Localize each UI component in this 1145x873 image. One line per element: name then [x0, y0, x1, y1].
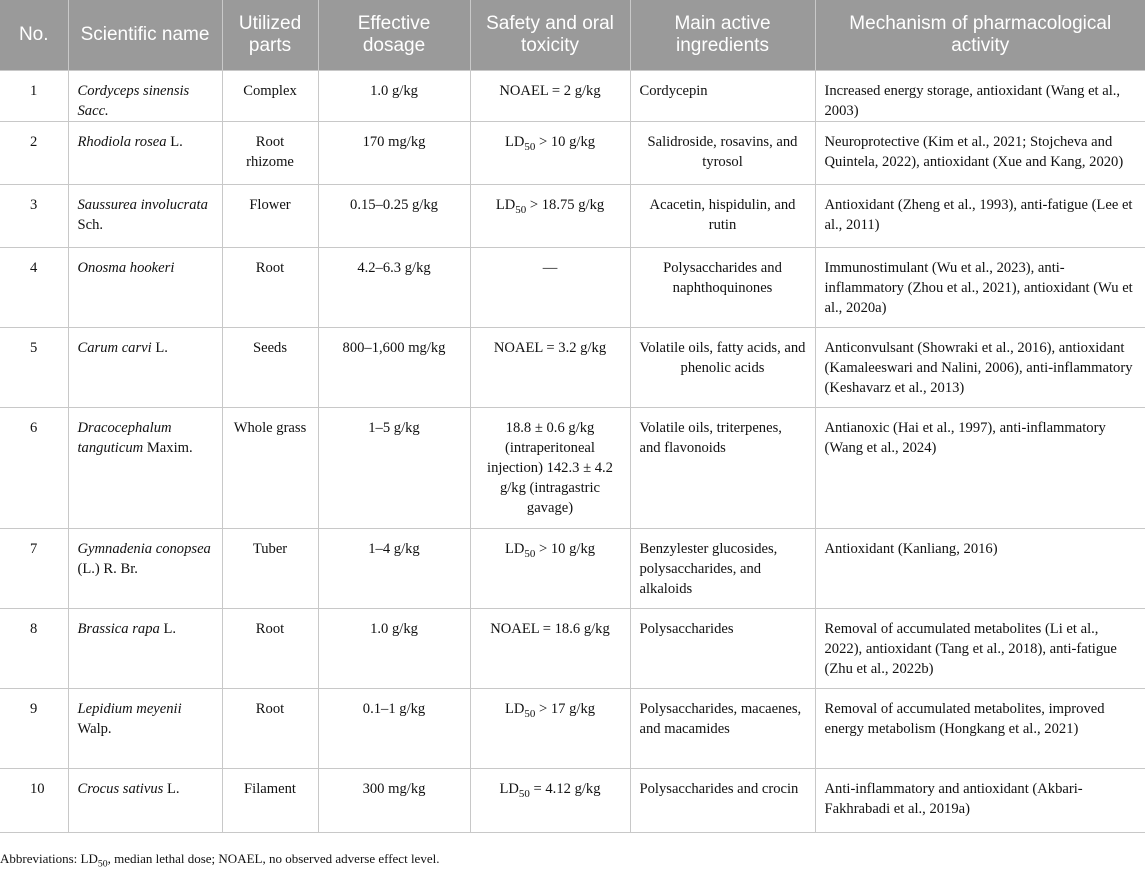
- table-row: [0, 408, 1145, 529]
- toxicity-post: > 10 g/kg: [535, 134, 596, 150]
- toxicity-pre: LD: [499, 781, 519, 797]
- toxicity-pre: LD: [504, 134, 525, 150]
- toxicity-pre: LD: [504, 701, 525, 717]
- cell-scientific-name: [68, 328, 222, 408]
- cell-mechanism: Removal of accumulated metabolites (Li et al., 2022), antioxidant (Tang et al., 2018), anti-fatigue (Zhu et al., 2022b): [815, 609, 1145, 689]
- cell-scientific-name: [68, 529, 222, 609]
- cell-utilized-part: Root: [222, 689, 318, 769]
- cell-utilized-part: Seeds: [222, 328, 318, 408]
- cell-scientific-name: [68, 769, 222, 833]
- cell-toxicity: [470, 185, 630, 248]
- cell-active-ingredients: Cordycepin: [630, 71, 815, 122]
- toxicity-sub: 50: [524, 140, 536, 153]
- cell-mechanism: Removal of accumulated metabolites, improved energy metabolism (Hongkang et al., 2021): [815, 689, 1145, 769]
- cell-utilized-part: Complex: [222, 71, 318, 122]
- toxicity-post: = 4.12 g/kg: [529, 781, 601, 797]
- cell-active-ingredients: Polysaccharides and naphthoquinones: [630, 248, 815, 328]
- cell-toxicity: 18.8 ± 0.6 g/kg (intraperitoneal injection) 142.3 ± 4.2 g/kg (intragastric gavage): [470, 408, 630, 529]
- toxicity-post: > 17 g/kg: [535, 701, 596, 717]
- footnote-prefix: Abbreviations: LD: [0, 851, 98, 866]
- cell-mechanism: Increased energy storage, antioxidant (Wang et al., 2003): [815, 71, 1145, 122]
- scientific-name-authority: Sch.: [77, 217, 104, 233]
- toxicity-sub: 50: [518, 787, 530, 800]
- table-header: [0, 0, 1145, 71]
- cell-utilized-part: Root rhizome: [222, 122, 318, 185]
- cell-scientific-name: [68, 408, 222, 529]
- cell-utilized-part: Root: [222, 248, 318, 328]
- table-row: [0, 609, 1145, 689]
- cell-no: 4: [0, 248, 68, 328]
- cell-no: 7: [0, 529, 68, 609]
- scientific-name-authority: Maxim.: [143, 440, 193, 456]
- cell-no: 10: [0, 769, 68, 833]
- cell-no: 8: [0, 609, 68, 689]
- table-row: [0, 689, 1145, 769]
- header-safety-toxicity: Safety and oral toxicity: [470, 0, 630, 71]
- header-mechanism: Mechanism of pharmacological activity: [815, 0, 1145, 71]
- cell-utilized-part: Flower: [222, 185, 318, 248]
- table-row: [0, 185, 1145, 248]
- scientific-name-genus-species: Carum carvi: [77, 340, 152, 356]
- cell-utilized-part: Tuber: [222, 529, 318, 609]
- toxicity-sub: 50: [524, 547, 536, 560]
- cell-active-ingredients: Salidroside, rosavins, and tyrosol: [630, 122, 815, 185]
- cell-mechanism: Anticonvulsant (Showraki et al., 2016), antioxidant (Kamaleeswari and Nalini, 2006), anti-inflammatory (Keshavarz et al., 2013): [815, 328, 1145, 408]
- header-scientific-name: Scientific name: [68, 0, 222, 71]
- cell-toxicity: [470, 769, 630, 833]
- toxicity-post: > 10 g/kg: [535, 541, 596, 557]
- cell-utilized-part: Filament: [222, 769, 318, 833]
- toxicity-sub: 50: [524, 707, 536, 720]
- cell-scientific-name: [68, 248, 222, 328]
- cell-active-ingredients: Polysaccharides: [630, 609, 815, 689]
- scientific-name-genus-species: Dracocephalum tanguticum: [77, 420, 172, 456]
- toxicity-post: > 18.75 g/kg: [526, 197, 605, 213]
- scientific-name-genus-species: Cordyceps sinensis Sacc.: [77, 83, 190, 119]
- cell-dosage: 800–1,600 mg/kg: [318, 328, 470, 408]
- cell-active-ingredients: Volatile oils, fatty acids, and phenolic acids: [630, 328, 815, 408]
- cell-scientific-name: [68, 185, 222, 248]
- table-body: [0, 71, 1145, 833]
- table-row: [0, 328, 1145, 408]
- scientific-name-authority: L.: [151, 340, 168, 356]
- cell-toxicity: NOAEL = 2 g/kg: [470, 71, 630, 122]
- scientific-name-authority: Walp.: [77, 721, 112, 737]
- cell-active-ingredients: Volatile oils, triterpenes, and flavonoids: [630, 408, 815, 529]
- toxicity-sub: 50: [515, 203, 527, 216]
- cell-dosage: 170 mg/kg: [318, 122, 470, 185]
- cell-dosage: 1–4 g/kg: [318, 529, 470, 609]
- scientific-name-authority: L.: [159, 621, 177, 637]
- cell-active-ingredients: Benzylester glucosides, polysaccharides, and alkaloids: [630, 529, 815, 609]
- cell-no: 1: [0, 71, 68, 122]
- scientific-name-genus-species: Crocus sativus: [77, 781, 164, 797]
- cell-no: 9: [0, 689, 68, 769]
- cell-mechanism: Antianoxic (Hai et al., 1997), anti-inflammatory (Wang et al., 2024): [815, 408, 1145, 529]
- cell-toxicity: NOAEL = 3.2 g/kg: [470, 328, 630, 408]
- scientific-name-authority: L.: [166, 134, 183, 150]
- cell-scientific-name: [68, 71, 222, 122]
- cell-dosage: 300 mg/kg: [318, 769, 470, 833]
- cell-dosage: 0.15–0.25 g/kg: [318, 185, 470, 248]
- footnote-suffix: , median lethal dose; NOAEL, no observed adverse effect level.: [107, 851, 440, 866]
- scientific-name-genus-species: Gymnadenia conopsea: [77, 541, 211, 557]
- cell-toxicity: [470, 689, 630, 769]
- cell-mechanism: Immunostimulant (Wu et al., 2023), anti-inflammatory (Zhou et al., 2021), antioxidant (Wu et al., 2020a): [815, 248, 1145, 328]
- table-row: [0, 122, 1145, 185]
- scientific-name-authority: (L.) R. Br.: [77, 561, 138, 577]
- header-active-ingredients: Main active ingredients: [630, 0, 815, 71]
- cell-active-ingredients: Polysaccharides and crocin: [630, 769, 815, 833]
- cell-toxicity: NOAEL = 18.6 g/kg: [470, 609, 630, 689]
- cell-utilized-part: Root: [222, 609, 318, 689]
- cell-toxicity: [470, 529, 630, 609]
- scientific-name-genus-species: Lepidium meyenii: [77, 701, 182, 717]
- cell-scientific-name: [68, 609, 222, 689]
- cell-toxicity: —: [470, 248, 630, 328]
- table-row: [0, 769, 1145, 833]
- table-row: [0, 248, 1145, 328]
- cell-active-ingredients: Acacetin, hispidulin, and rutin: [630, 185, 815, 248]
- scientific-name-genus-species: Rhodiola rosea: [77, 134, 167, 150]
- cell-dosage: 0.1–1 g/kg: [318, 689, 470, 769]
- cell-mechanism: Anti-inflammatory and antioxidant (Akbari-Fakhrabadi et al., 2019a): [815, 769, 1145, 833]
- header-no: No.: [0, 0, 68, 71]
- cell-no: 6: [0, 408, 68, 529]
- scientific-name-genus-species: Onosma hookeri: [77, 260, 175, 276]
- header-effective-dosage: Effective dosage: [318, 0, 470, 71]
- header-utilized-parts: Utilized parts: [222, 0, 318, 71]
- cell-utilized-part: Whole grass: [222, 408, 318, 529]
- cell-scientific-name: [68, 122, 222, 185]
- cell-no: 5: [0, 328, 68, 408]
- toxicity-pre: LD: [504, 541, 525, 557]
- cell-dosage: 1–5 g/kg: [318, 408, 470, 529]
- cell-dosage: 1.0 g/kg: [318, 609, 470, 689]
- footnote: [0, 851, 439, 870]
- cell-dosage: 4.2–6.3 g/kg: [318, 248, 470, 328]
- cell-mechanism: Neuroprotective (Kim et al., 2021; Stojcheva and Quintela, 2022), antioxidant (Xue and Kang, 2020): [815, 122, 1145, 185]
- cell-toxicity: [470, 122, 630, 185]
- table-row: [0, 71, 1145, 122]
- cell-scientific-name: [68, 689, 222, 769]
- table-row: [0, 529, 1145, 609]
- cell-mechanism: Antioxidant (Zheng et al., 1993), anti-fatigue (Lee et al., 2011): [815, 185, 1145, 248]
- scientific-name-genus-species: Brassica rapa: [77, 621, 160, 637]
- footnote-sub: 50: [97, 858, 108, 870]
- scientific-name-genus-species: Saussurea involucrata: [77, 197, 208, 213]
- cell-dosage: 1.0 g/kg: [318, 71, 470, 122]
- cell-mechanism: Antioxidant (Kanliang, 2016): [815, 529, 1145, 609]
- toxicity-pre: LD: [495, 197, 516, 213]
- cell-no: 2: [0, 122, 68, 185]
- cell-no: 3: [0, 185, 68, 248]
- header-row: [0, 0, 1145, 71]
- scientific-name-authority: L.: [163, 781, 180, 797]
- cell-active-ingredients: Polysaccharides, macaenes, and macamides: [630, 689, 815, 769]
